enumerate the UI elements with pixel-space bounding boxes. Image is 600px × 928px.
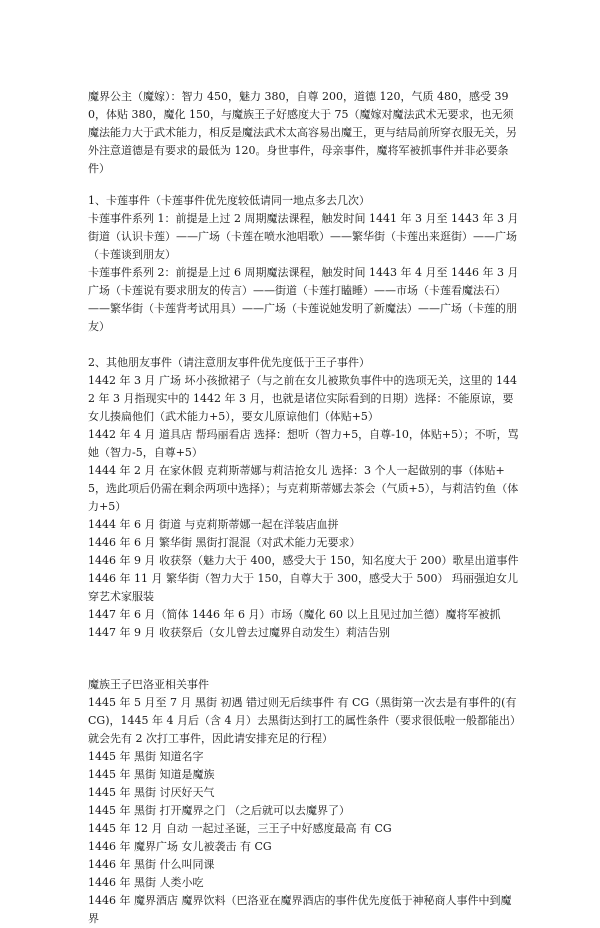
text-line: 卡莲事件系列 1：前提是上过 2 周期魔法课程，触发时间 1441 年 3 月至 1443 年 3 月 [88, 212, 519, 225]
text-line: 1446 年 魔界广场 女儿被袭击 有 CG [88, 840, 272, 853]
text-line: 1445 年 5 月至 7 月 黑街 初遇 错过则无后续事件 有 CG（黑街第一次去是有事件的(有 CG)，1445 年 4 月后（含 4 月）去黑街达到打工的属性条件（要求很低啦一般都能出）就会先有 2 次打工事件，因此请安排充足的行程） [88, 696, 517, 745]
spacer [88, 178, 520, 192]
intro-paragraph: 魔界公主（魔嫁）：智力 450，魅力 380，自尊 200，道德 120，气质 480，感受 390，体贴 380，魔化 150，与魔族王子好感度大于 75（魔嫁对魔法武术无要求，也无须魔法能力大于武术能力，相反是魔法武术太高容易出魔王，更与结局前所穿衣服无关，另外注意道德是有要求的最低为 120。身世事件，母亲事件，魔将军被抓事件并非必要条件） [88, 90, 517, 175]
text-line: 卡莲事件系列 2：前提是上过 6 周期魔法课程，触发时间 1443 年 4 月至 1446 年 3 月 [88, 266, 519, 279]
section-karen-events [88, 192, 520, 336]
text-line: 1446 年 6 月 繁华街 黑街打混混（对武术能力无要求） [88, 536, 361, 549]
text-line: 1445 年 黑街 讨厌好天气 [88, 786, 215, 799]
text-line: 1445 年 12 月 自动 一起过圣诞，三王子中好感度最高 有 CG [88, 822, 392, 835]
text-line: 1446 年 魔界酒店 魔界饮料（巴洛亚在魔界酒店的事件优先度低于神秘商人事件中到魔界 [88, 894, 512, 925]
text-line: 1445 年 黑街 打开魔界之门 （之后就可以去魔界了） [88, 804, 350, 817]
text-line: 1447 年 6 月（简体 1446 年 6 月）市场（魔化 60 以上且见过加兰德）魔将军被抓 [88, 608, 501, 621]
section-heading: 1、卡莲事件（卡莲事件优先度较低请同一地点多去几次） [88, 194, 370, 207]
text-line: 广场（卡莲说有要求朋友的传言）——街道（卡莲打瞌睡）——市场（卡莲看魔法石）——繁华街（卡莲背考试用具）——广场（卡莲说她发明了新魔法）——广场（卡莲的朋友） [88, 284, 517, 333]
section-heading: 魔族王子巴洛亚相关事件 [88, 678, 209, 691]
section-heading: 2、其他朋友事件（请注意朋友事件优先度低于王子事件） [88, 356, 370, 369]
text-line: 1446 年 11 月 繁华街（智力大于 150，自尊大于 300，感受大于 500） 玛丽强迫女儿穿艺术家服装 [88, 572, 518, 603]
section-friend-events [88, 354, 520, 642]
text-line: 1446 年 黑街 人类小吃 [88, 876, 204, 889]
text-line: 1446 年 9 月 收获祭（魅力大于 400，感受大于 150，知名度大于 200）歌星出道事件 [88, 554, 519, 567]
text-line: 街道（认识卡莲）——广场（卡莲在喷水池唱歌）——繁华街（卡莲出来逛街）——广场（卡莲谈到朋友） [88, 230, 517, 261]
text-line: 1444 年 2 月 在家休假 克莉斯蒂娜与莉洁抢女儿 选择：3 个人一起做别的事（体贴+5，选此项后仍需在剩余两项中选择）；与克莉斯蒂娜去茶会（气质+5），与莉洁钓鱼（体力+5） [88, 464, 519, 513]
text-line: 1442 年 4 月 道具店 帮玛丽看店 选择：想听（智力+5，自尊-10，体贴+5）；不听，骂她（智力-5，自尊+5） [88, 428, 519, 459]
section-demon-prince-events [88, 676, 520, 928]
text-line: 1445 年 黑街 知道是魔族 [88, 768, 215, 781]
document-page [88, 88, 520, 928]
text-line: 1445 年 黑街 知道名字 [88, 750, 204, 763]
spacer [88, 336, 520, 354]
text-line: 1444 年 6 月 街道 与克莉斯蒂娜一起在洋装店血拼 [88, 518, 339, 531]
text-line: 1447 年 9 月 收获祭后（女儿曾去过魔界自动发生）莉洁告别 [88, 626, 390, 639]
spacer [88, 642, 520, 676]
text-line: 1442 年 3 月 广场 坏小孩掀裙子（与之前在女儿被欺负事件中的选项无关，这里的 1442 年 3 月指现实中的 1442 年 3 月，也就是诸位实际看到的日期）选择：不能原谅，要女儿揍扁他们（武术能力+5），要女儿原谅他们（体贴+5） [88, 374, 517, 423]
text-line: 1446 年 黑街 什么叫同课 [88, 858, 215, 871]
